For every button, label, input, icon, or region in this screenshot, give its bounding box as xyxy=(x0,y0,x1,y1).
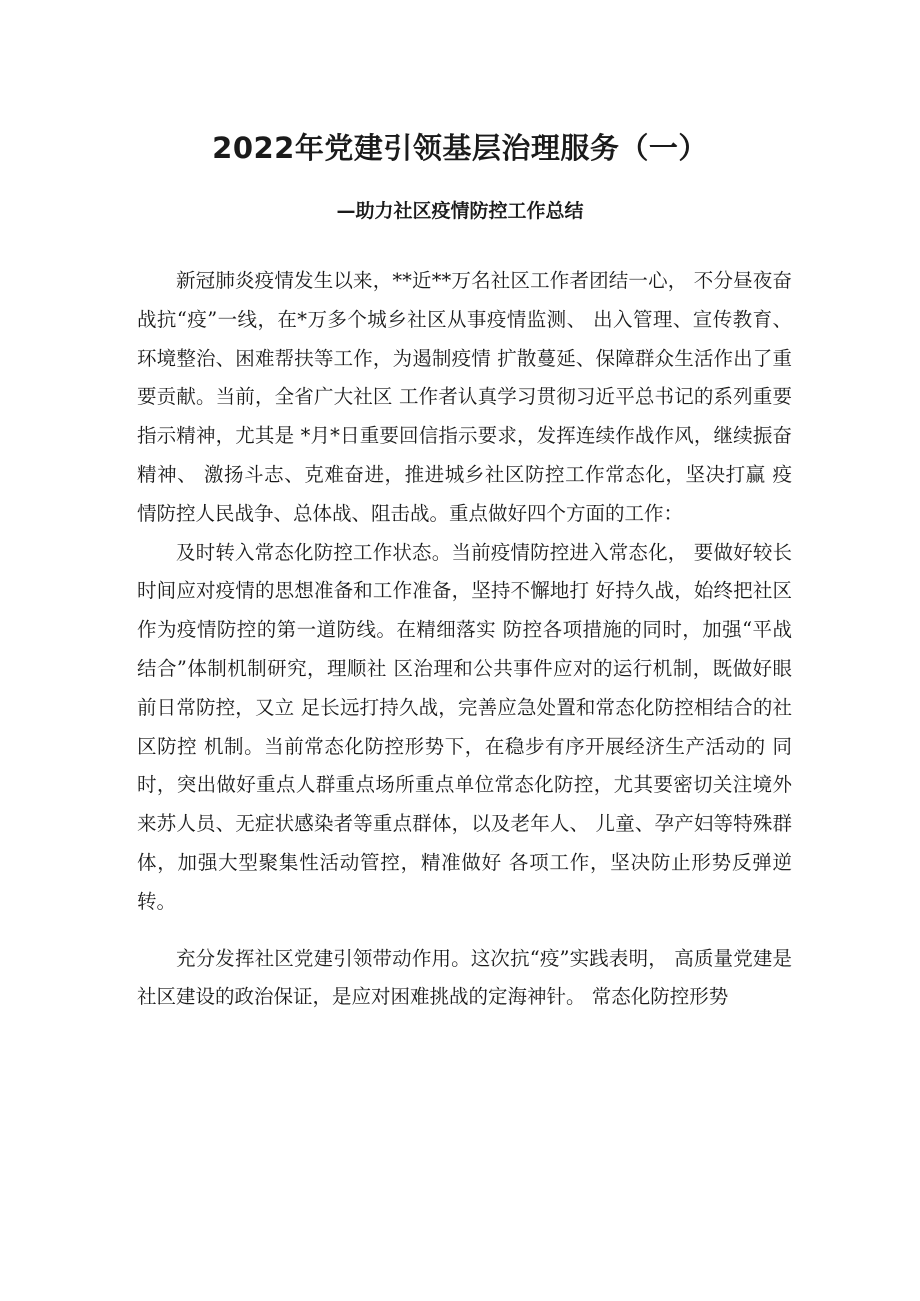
paragraph-party-building: 充分发挥社区党建引领带动作用。这次抗“疫”实践表明， 高质量党建是社区建设的政治保证，是应对困难挑战的定海神针。 常态化防控形势 xyxy=(137,946,792,1009)
document-body xyxy=(137,262,792,1017)
document-subtitle: —助力社区疫情防控工作总结 xyxy=(336,200,584,222)
paragraph-normalized-prevention: 及时转入常态化防控工作状态。当前疫情防控进入常态化， 要做好较长时间应对疫情的思想准备和工作准备，坚持不懈地打 好持久战，始终把社区作为疫情防控的第一道防线。在精细落实 防控各项措施的同时，加强“平战结合”体制机制研究，理顺社 区治理和公共事件应对的运行机制，既做好眼前日常防控，又立 足长远打持久战，完善应急处置和常态化防控相结合的社区防控 机制。当前常态化防控形势下，在稳步有序开展经济生产活动的 同时，突出做好重点人群重点场所重点单位常态化防控，尤其要密切关注境外来苏人员、无症状感染者等重点群体，以及老年人、 儿童、孕产妇等特殊群体，加强大型聚集性活动管控，精准做好 各项工作，坚决防止形势反弹逆转。 xyxy=(137,540,792,913)
paragraph-intro: 新冠肺炎疫情发生以来，**近**万名社区工作者团结一心， 不分昼夜奋战抗“疫”一线，在*万多个城乡社区从事疫情监测、 出入管理、宣传教育、环境整治、困难帮扶等工作，为遏制疫情 扩散蔓延、保障群众生活作出了重要贡献。当前，全省广大社区 工作者认真学习贯彻习近平总书记的系列重要指示精神，尤其是 *月*日重要回信指示要求，发挥连续作战作风，继续振奋精神、 激扬斗志、克难奋进，推进城乡社区防控工作常态化，坚决打赢 疫情防控人民战争、总体战、阻击战。重点做好四个方面的工作： xyxy=(137,269,792,525)
document-title: 2022年党建引领基层治理服务（一） xyxy=(212,131,708,165)
